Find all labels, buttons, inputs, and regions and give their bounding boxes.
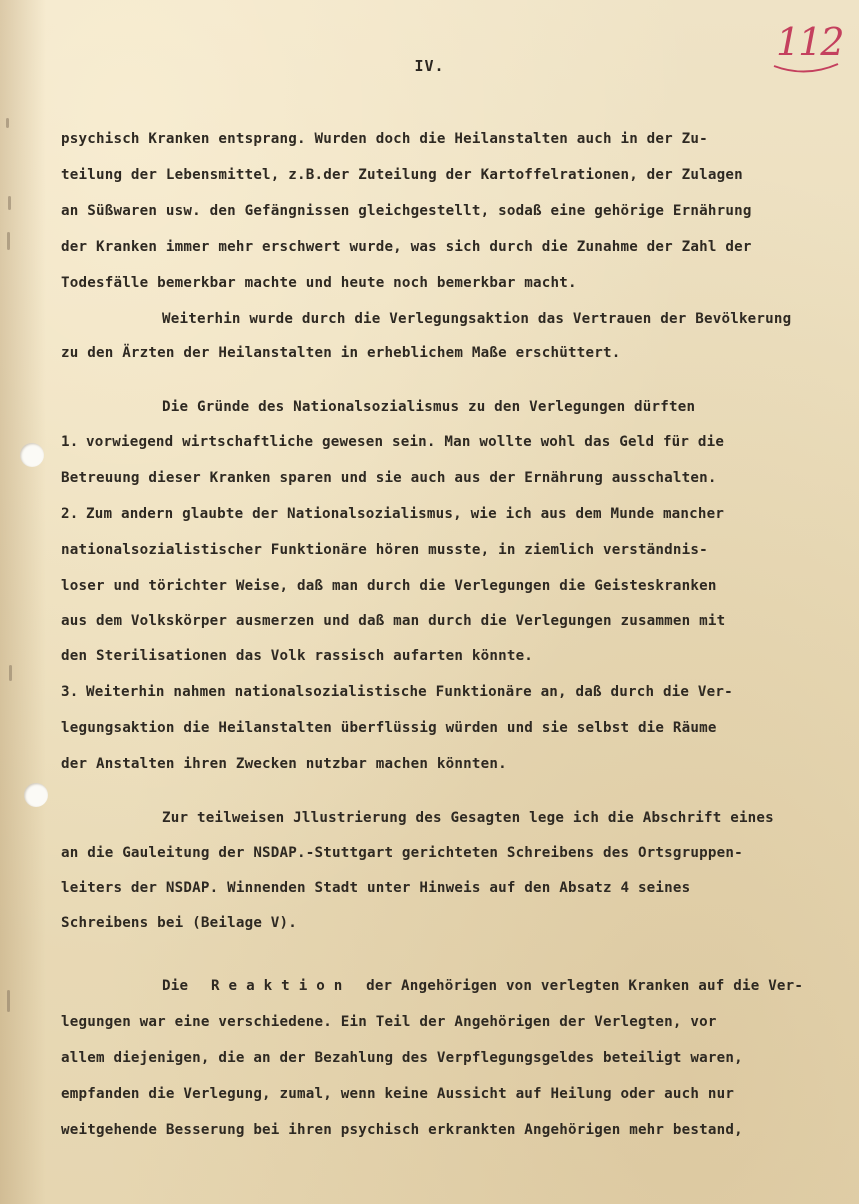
paragraph-1-line: psychisch Kranken entsprang. Wurden doch die Heilanstalten auch in der Zu- <box>61 131 708 147</box>
list-item-number: 3. <box>61 684 79 700</box>
paragraph-4-line: an die Gauleitung der NSDAP.-Stuttgart gerichteten Schreibens des Ortsgruppen- <box>61 845 743 861</box>
list-item-line: loser und törichter Weise, daß man durch die Verlegungen die Geisteskranken <box>61 578 717 594</box>
page-number: IV. <box>414 57 445 75</box>
punch-hole-top <box>20 443 44 467</box>
paragraph-5-line: weitgehende Besserung bei ihren psychisch erkrankten Angehörigen mehr bestand, <box>61 1122 743 1138</box>
list-item-line: Betreuung dieser Kranken sparen und sie auch aus der Ernährung ausschalten. <box>61 470 717 486</box>
paragraph-4-line: Schreibens bei (Beilage V). <box>61 915 298 931</box>
paragraph-2-line: zu den Ärzten der Heilanstalten in erheblichem Maße erschüttert. <box>61 345 621 361</box>
list-item-line: den Sterilisationen das Volk rassisch aufarten könnte. <box>61 648 534 664</box>
paragraph-5-lead: Die <box>162 978 189 994</box>
edge-mark <box>7 990 10 1012</box>
emphasized-word: Reaktion <box>210 978 352 994</box>
list-item-line: vorwiegend wirtschaftliche gewesen sein. Man wollte wohl das Geld für die <box>86 434 725 450</box>
page-edge-shadow <box>0 0 46 1204</box>
list-item-number: 2. <box>61 506 79 522</box>
edge-mark <box>9 665 12 681</box>
paragraph-4-line: Zur teilweisen Jllustrierung des Gesagten lege ich die Abschrift eines <box>162 810 774 826</box>
list-item-line: legungsaktion die Heilanstalten überflüssig würden und sie selbst die Räume <box>61 720 717 736</box>
paragraph-5-line: legungen war eine verschiedene. Ein Teil der Angehörigen der Verlegten, vor <box>61 1014 717 1030</box>
edge-mark <box>8 196 11 210</box>
paragraph-1-line: an Süßwaren usw. den Gefängnissen gleichgestellt, sodaß eine gehörige Ernährung <box>61 203 752 219</box>
list-item-line: Zum andern glaubte der Nationalsozialismus, wie ich aus dem Munde mancher <box>86 506 725 522</box>
paragraph-1-line: teilung der Lebensmittel, z.B.der Zuteilung der Kartoffelrationen, der Zulagen <box>61 167 743 183</box>
edge-mark <box>7 232 10 250</box>
paragraph-3-intro: Die Gründe des Nationalsozialismus zu den Verlegungen dürften <box>162 399 696 415</box>
edge-mark <box>6 118 9 128</box>
paragraph-5-rest: der Angehörigen von verlegten Kranken auf die Ver- <box>366 978 804 994</box>
folio-number-text: 112 <box>776 20 843 64</box>
list-item-number: 1. <box>61 434 79 450</box>
paragraph-5-first-line <box>162 978 803 994</box>
paragraph-5-line: empfanden die Verlegung, zumal, wenn keine Aussicht auf Heilung oder auch nur <box>61 1086 735 1102</box>
list-item-line: nationalsozialistischer Funktionäre hören musste, in ziemlich verständnis- <box>61 542 708 558</box>
paragraph-1-line: der Kranken immer mehr erschwert wurde, was sich durch die Zunahme der Zahl der <box>61 239 752 255</box>
list-item-line: aus dem Volkskörper ausmerzen und daß man durch die Verlegungen zusammen mit <box>61 613 726 629</box>
list-item-line: der Anstalten ihren Zwecken nutzbar machen könnten. <box>61 756 507 772</box>
paragraph-4-line: leiters der NSDAP. Winnenden Stadt unter Hinweis auf den Absatz 4 seines <box>61 880 691 896</box>
paragraph-1-line: Todesfälle bemerkbar machte und heute noch bemerkbar macht. <box>61 275 577 291</box>
paragraph-2-line: Weiterhin wurde durch die Verlegungsaktion das Vertrauen der Bevölkerung <box>162 311 792 327</box>
paragraph-5-line: allem diejenigen, die an der Bezahlung des Verpflegungsgeldes beteiligt waren, <box>61 1050 743 1066</box>
list-item-line: Weiterhin nahmen nationalsozialistische Funktionäre an, daß durch die Ver- <box>86 684 733 700</box>
punch-hole-bottom <box>24 783 48 807</box>
